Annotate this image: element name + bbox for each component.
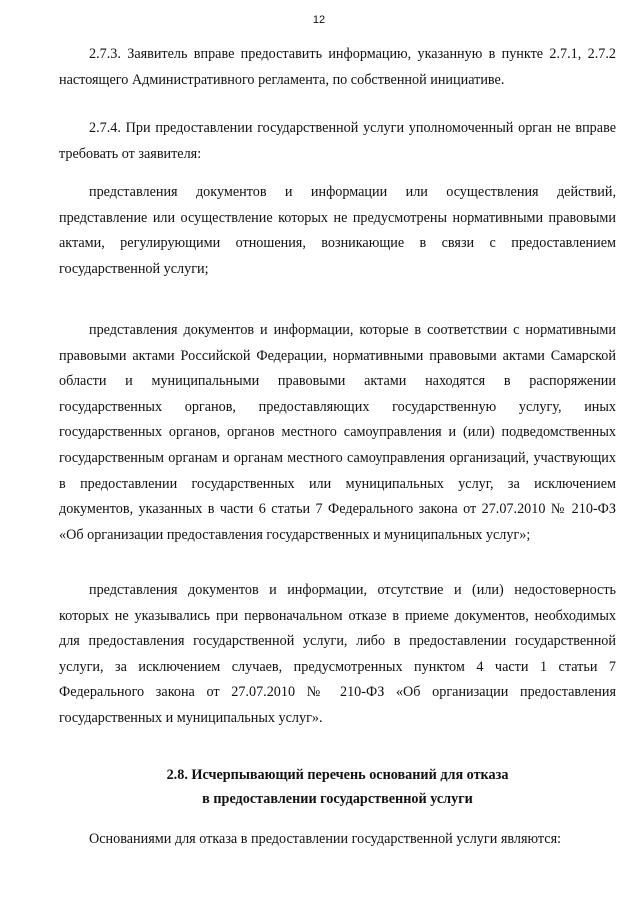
list-item-1: представления документов и информации или осуществления действий, представление или осуществление которых не предусмотрены нормативными правовыми актами, регулирующими отношения, возникающие в связи с предоставлением государственной услуги; xyxy=(59,184,616,277)
page-number: 12 xyxy=(312,14,326,26)
section-heading-2-8 xyxy=(59,763,616,811)
paragraph-2-7-4: 2.7.4. При предоставлении государственной услуги уполномоченный орган не вправе требовать от заявителя: xyxy=(59,120,616,162)
section-heading-line-2: в предоставлении государственной услуги xyxy=(202,791,473,807)
section-heading-line-1: 2.8. Исчерпывающий перечень оснований для отказа xyxy=(166,767,509,783)
list-item-2: представления документов и информации, которые в соответствии с нормативными правовыми актами Российской Федерации, нормативными правовыми актами Самарской области и муниципальными правовыми актами находятся в распоряжении государственных органов, предоставляющих государственную услугу, иных государственных органов, органов местного самоуправления и (или) подведомственных государственным органам и органам местного самоуправления организаций, участвующих в предоставлении государственных или муниципальных услуг, за исключением документов, указанных в части 6 статьи 7 Федерального закона от 27.07.2010 № 210-ФЗ «Об организации предоставления государственных и муниципальных услуг»; xyxy=(59,322,616,543)
paragraph-2-7-3: 2.7.3. Заявитель вправе предоставить информацию, указанную в пункте 2.7.1, 2.7.2 настоящего Административного регламента, по собственной инициативе. xyxy=(59,46,616,88)
grounds-paragraph: Основаниями для отказа в предоставлении государственной услуги являются: xyxy=(89,831,562,847)
list-item-3: представления документов и информации, отсутствие и (или) недостоверность которых не указывались при первоначальном отказе в приеме документов, необходимых для предоставления государственной услуги, либо в предоставлении государственной услуги, за исключением случаев, предусмотренных пунктом 4 части 1 статьи 7 Федерального закона от 27.07.2010 № 210-ФЗ «Об организации предоставления государственных и муниципальных услуг». xyxy=(59,582,616,726)
